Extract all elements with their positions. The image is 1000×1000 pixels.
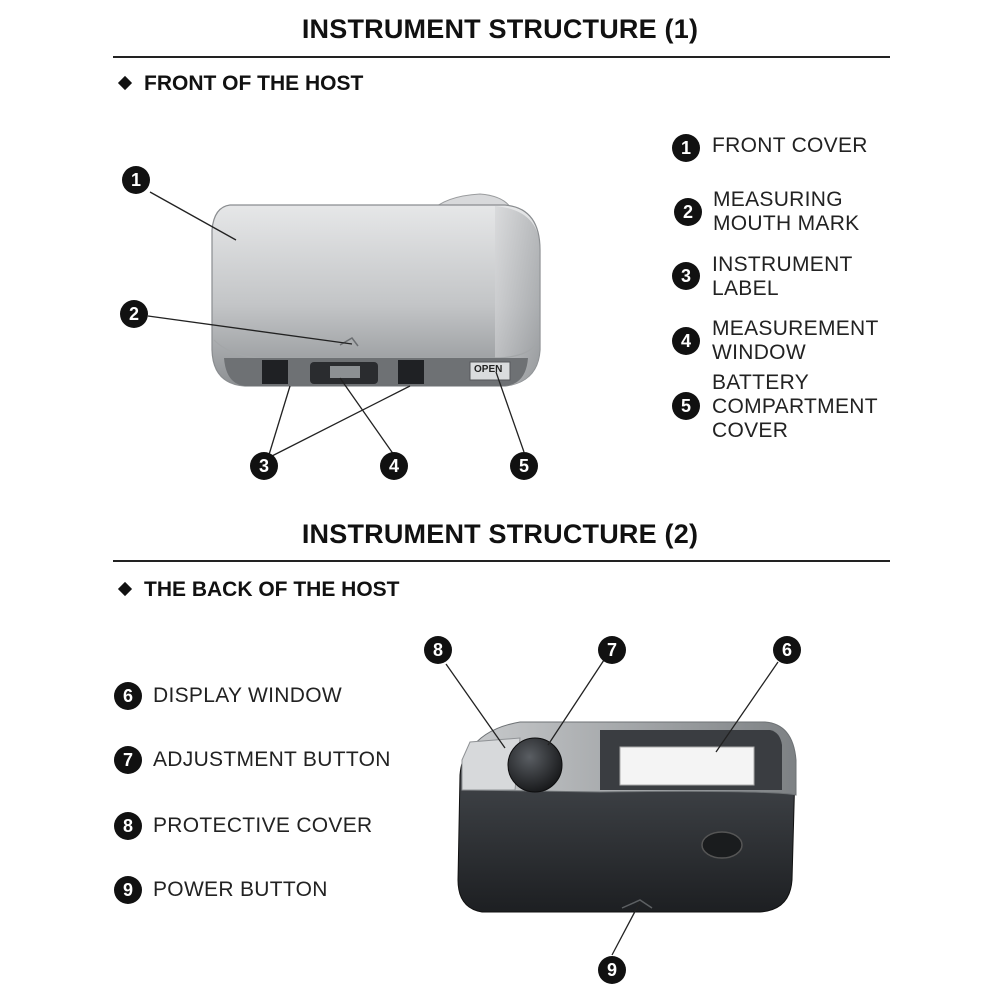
instrument-label-left [262,360,288,384]
legend-label-4: MEASUREMENT WINDOW [712,317,879,364]
battery-cover-label: OPEN [474,364,503,375]
callout-8: 8 [424,636,452,664]
legend-badge-5: 5 [672,392,700,420]
callout-3: 3 [250,452,278,480]
section-2-subtitle-text: THE BACK OF THE HOST [144,578,400,601]
section-1-title: INSTRUMENT STRUCTURE (1) [301,14,699,44]
legend-label-3: INSTRUMENT LABEL [712,253,853,300]
section-2-title: INSTRUMENT STRUCTURE (2) [301,519,699,549]
legend-badge-6: 6 [114,682,142,710]
legend-badge-9: 9 [114,876,142,904]
legend-label-1: FRONT COVER [712,134,868,157]
legend-label-2: MEASURING MOUTH MARK [713,188,860,235]
instrument-label-right [398,360,424,384]
callout-2: 2 [120,300,148,328]
front-device [212,194,540,386]
legend-badge-1: 1 [672,134,700,162]
legend-label-5: BATTERY COMPARTMENT COVER [712,371,878,442]
legend-label-7: ADJUSTMENT BUTTON [153,748,391,771]
legend-label-8: PROTECTIVE COVER [153,814,373,837]
callout-5: 5 [510,452,538,480]
legend-badge-7: 7 [114,746,142,774]
section-2-rule [113,560,890,562]
section-1-subtitle-text: FRONT OF THE HOST [144,72,364,95]
callout-1: 1 [122,166,150,194]
diamond-bullet-icon [118,582,132,596]
legend-badge-8: 8 [114,812,142,840]
callout-6: 6 [773,636,801,664]
display-window [620,747,754,785]
legend-label-9: POWER BUTTON [153,878,328,901]
legend-badge-2: 2 [674,198,702,226]
legend-badge-4: 4 [672,327,700,355]
legend-badge-3: 3 [672,262,700,290]
callout-9: 9 [598,956,626,984]
callout-4: 4 [380,452,408,480]
back-device [458,722,796,912]
legend-label-6: DISPLAY WINDOW [153,684,342,707]
adjustment-knob [508,738,562,792]
section-2-subtitle [120,578,400,602]
callout-7: 7 [598,636,626,664]
